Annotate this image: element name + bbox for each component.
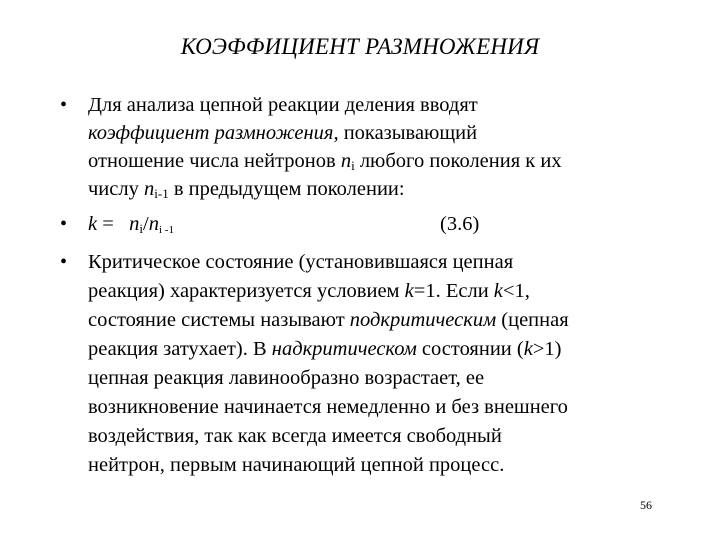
formula-k: $k = n_i/n_{i -1}$ — [88, 213, 174, 236]
bullet-marker: • — [60, 251, 68, 273]
bullet3-line4: реакция затухает). В надкритическом состоянии (k>1) — [88, 338, 562, 360]
bullet3-line8: нейтрон, первым начинающий цепной процесс. — [88, 454, 505, 476]
bullet1-line1: Для анализа цепной реакции деления вводят — [88, 94, 478, 116]
term-subcritical: подкритическим — [349, 309, 497, 331]
bullet3-line7: воздействия, так как всегда имеется свободный — [88, 425, 502, 447]
term-multiplication-factor: коэффициент размножения, — [88, 122, 339, 144]
equation-number: (3.6) — [440, 213, 480, 235]
bullet1-line4: числу $n_{i-1}$ в предыдущем поколении: — [88, 178, 405, 201]
page-number: 56 — [640, 498, 652, 512]
bullet3-line3: состояние системы называют подкритическим (цепная — [88, 309, 569, 331]
bullet3-line2: реакция) характеризуется условием k=1. Если k<1, — [88, 280, 530, 302]
bullet-marker: • — [60, 213, 68, 235]
bullet3-line6: возникновение начинается немедленно и без внешнего — [88, 396, 568, 418]
bullet3-line1: Критическое состояние (установившаяся цепная — [88, 251, 514, 273]
bullet3-line5: цепная реакция лавинообразно возрастает, ее — [88, 367, 485, 389]
bullet-marker: • — [60, 94, 68, 116]
term-supercritical: надкритическом — [271, 338, 417, 360]
slide-title: КОЭФФИЦИЕНТ РАЗМНОЖЕНИЯ — [180, 34, 540, 59]
bullet1-line3: отношение числа нейтронов $n_i$ любого поколения к их — [88, 150, 562, 173]
bullet1-line2: коэффициент размножения, показывающий — [88, 122, 478, 144]
